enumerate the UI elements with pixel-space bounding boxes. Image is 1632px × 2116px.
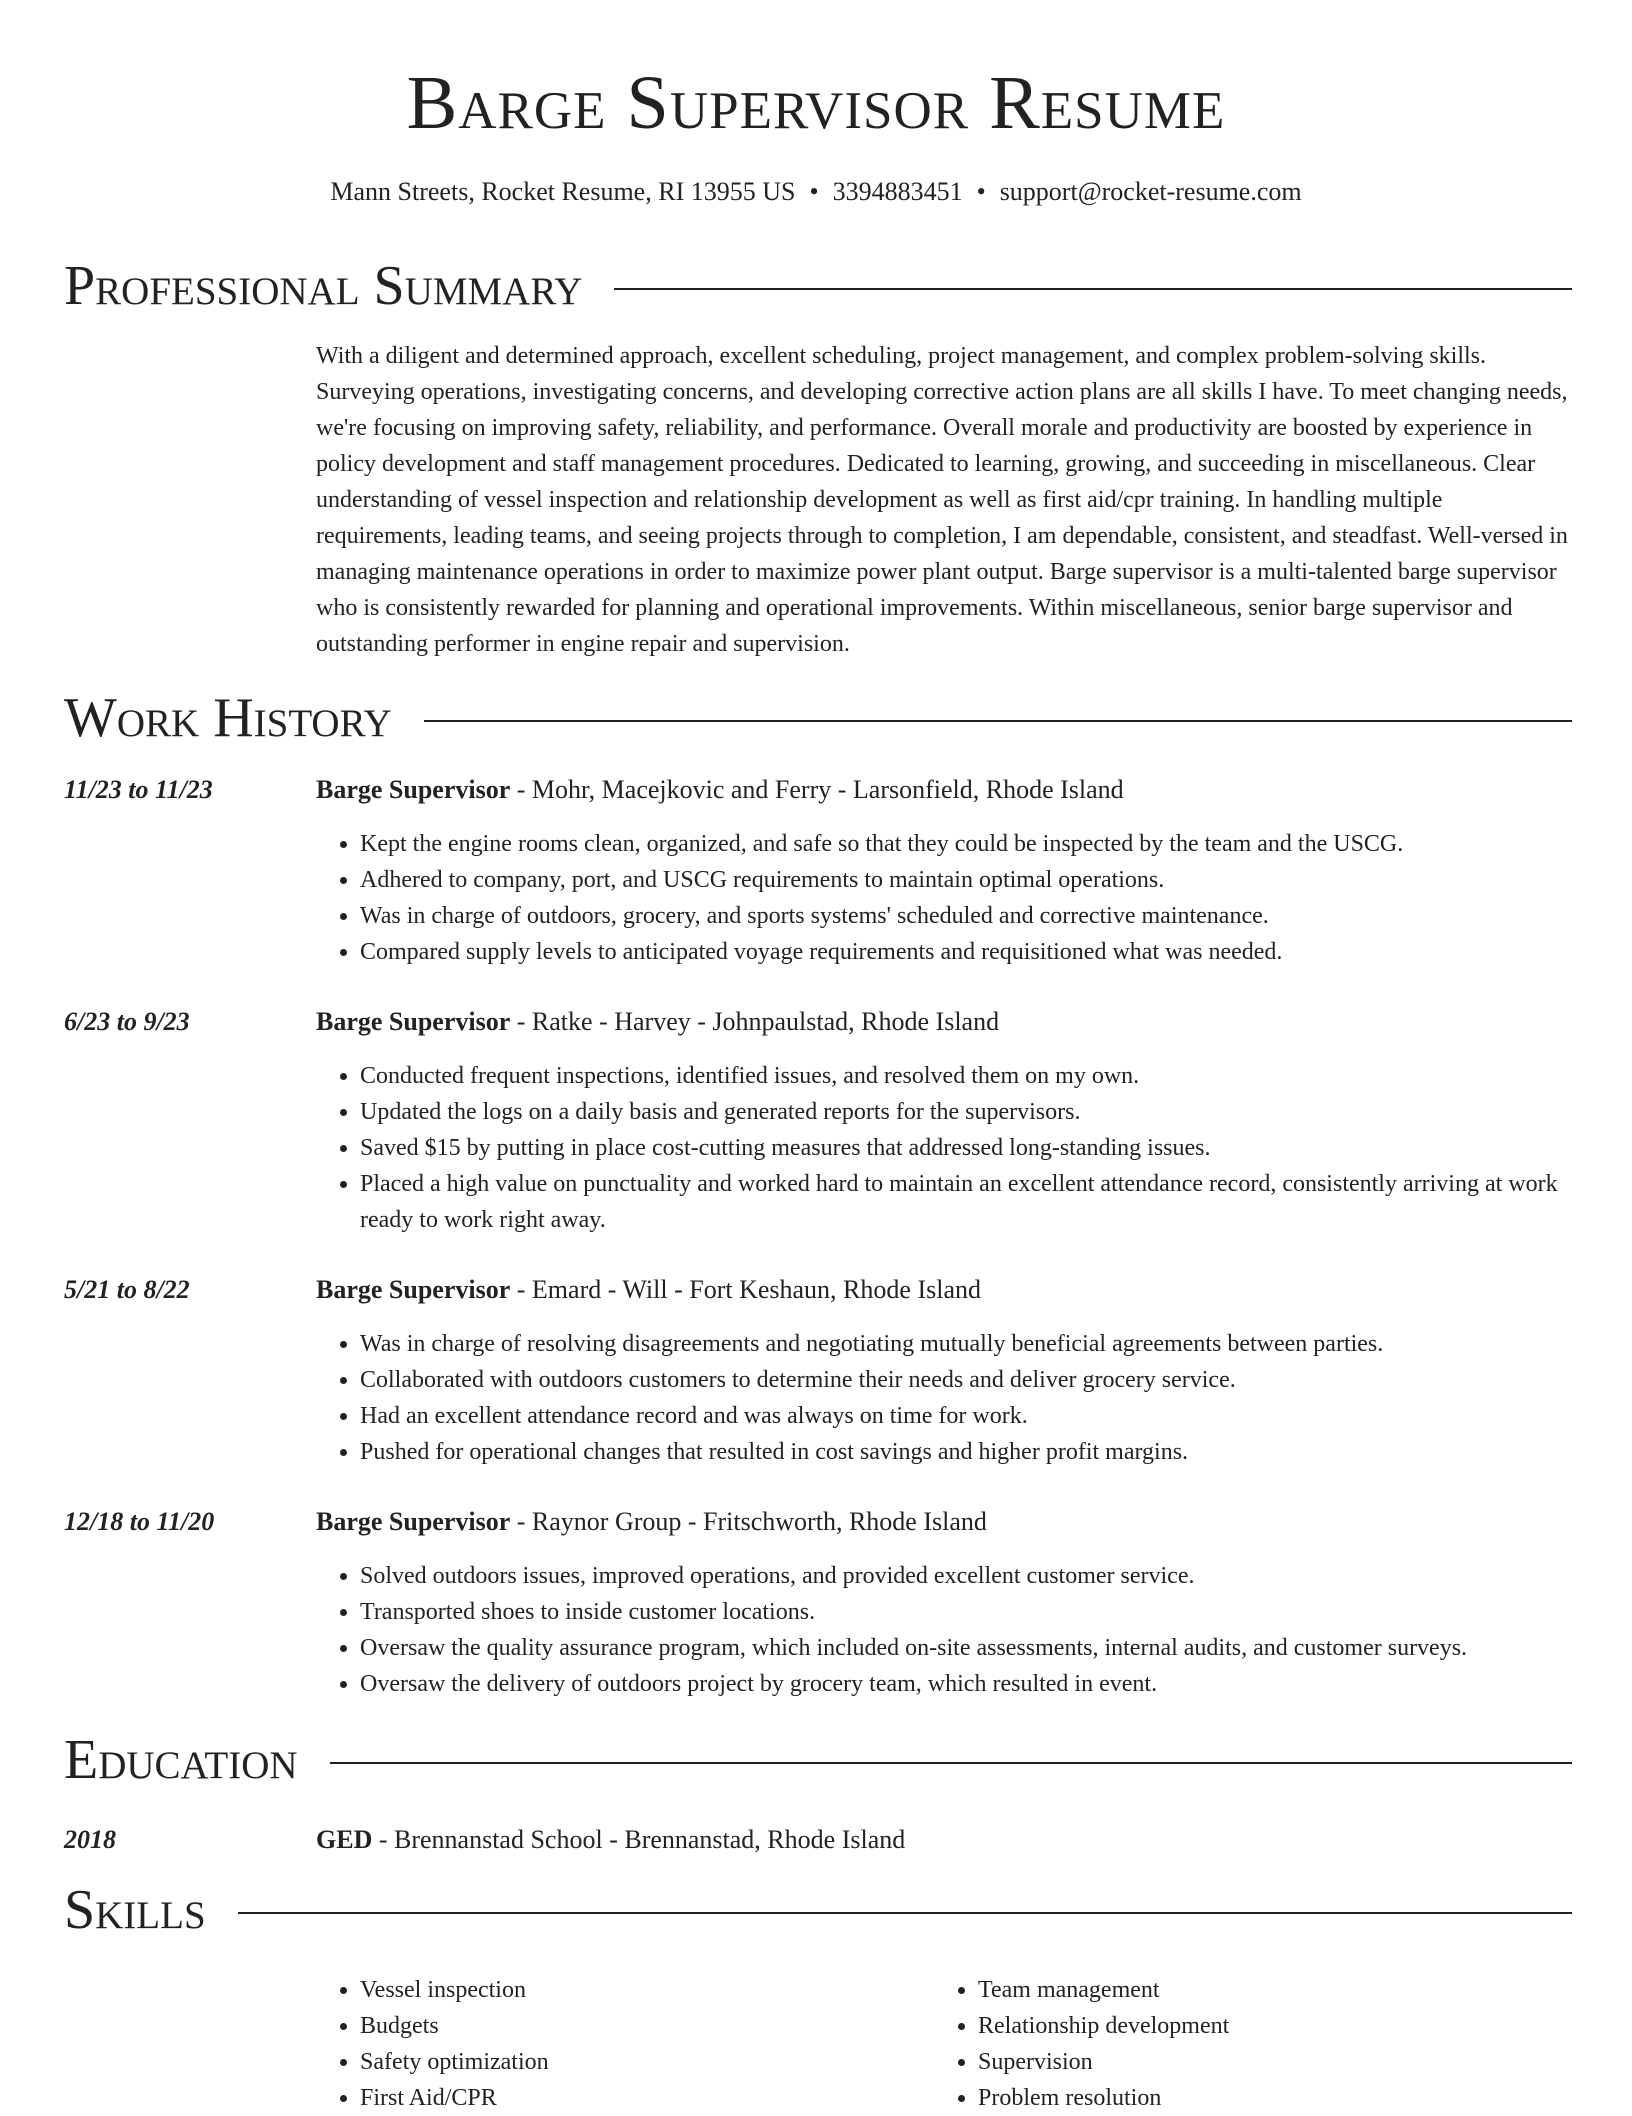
skills-section-header	[64, 1878, 1572, 1942]
education-heading-line	[316, 1822, 905, 1858]
skill-item: • First Aid/CPR	[360, 2080, 920, 2116]
work-heading: Work History	[64, 687, 392, 749]
job-details: - Emard - Will - Fort Keshaun, Rhode Island	[510, 1275, 981, 1304]
summary-heading: Professional Summary	[64, 255, 583, 317]
contact-separator: •	[976, 177, 986, 206]
section-divider	[238, 1912, 1572, 1914]
job-role: Barge Supervisor	[316, 1275, 511, 1304]
job-bullet: • Compared supply levels to anticipated voyage requirements and requisitioned what was needed.	[360, 934, 1616, 970]
contact-address: Mann Streets, Rocket Resume, RI 13955 US	[330, 177, 796, 206]
job-bullets	[316, 1558, 1616, 1702]
summary-text: With a diligent and determined approach, excellent scheduling, project management, and complex problem-solving skills. Surveying operations, investigating concerns, and developing corrective action plans are all skills I have. To meet changing needs, we're focusing on improving safety, reliability, and performance. Overall morale and productivity are boosted by experience in policy development and staff management procedures. Dedicated to learning, growing, and succeeding in miscellaneous. Clear understanding of vessel inspection and relationship development as well as first aid/cpr training. In handling multiple requirements, leading teams, and seeing projects through to completion, I am dependable, consistent, and steadfast. Well-versed in managing maintenance operations in order to maximize power plant output. Barge supervisor is a multi-talented barge supervisor who is consistently rewarded for planning and operational improvements. Within miscellaneous, senior barge supervisor and outstanding performer in engine repair and supervision.	[316, 343, 1568, 657]
job-bullet: • Was in charge of resolving disagreements and negotiating mutually beneficial agreements between parties.	[360, 1326, 1616, 1362]
job-bullets	[316, 1326, 1616, 1470]
section-divider	[424, 720, 1572, 722]
job-role: Barge Supervisor	[316, 1007, 511, 1036]
skill-item: • Vessel inspection	[360, 1972, 920, 2008]
job-bullets	[316, 1058, 1616, 1238]
job-details: - Raynor Group - Fritschworth, Rhode Island	[510, 1507, 987, 1536]
job-bullet: • Transported shoes to inside customer locations.	[360, 1594, 1616, 1630]
job-bullet: • Saved $15 by putting in place cost-cutting measures that addressed long-standing issues.	[360, 1130, 1616, 1166]
contact-line	[0, 172, 1632, 212]
contact-phone: 3394883451	[832, 177, 963, 206]
job-bullet: • Pushed for operational changes that resulted in cost savings and higher profit margins.	[360, 1434, 1616, 1470]
job-heading	[316, 1272, 1572, 1308]
job-bullet: • Kept the engine rooms clean, organized, and safe so that they could be inspected by the team and the USCG.	[360, 826, 1616, 862]
job-bullet: • Was in charge of outdoors, grocery, and sports systems' scheduled and corrective maintenance.	[360, 898, 1616, 934]
job-dates: 6/23 to 9/23	[64, 1007, 190, 1036]
education-year: 2018	[64, 1825, 116, 1854]
job-bullet: • Solved outdoors issues, improved operations, and provided excellent customer service.	[360, 1558, 1616, 1594]
resume-title: Barge Supervisor Resume	[406, 61, 1226, 145]
job-dates: 5/21 to 8/22	[64, 1275, 190, 1304]
job-bullet: • Placed a high value on punctuality and worked hard to maintain an excellent attendance record, consistently arriving at work ready to work right away.	[360, 1166, 1616, 1238]
job-bullet: • Conducted frequent inspections, identified issues, and resolved them on my own.	[360, 1058, 1616, 1094]
summary-section-header	[64, 254, 1572, 318]
skills-heading: Skills	[64, 1879, 206, 1941]
job-bullet: • Had an excellent attendance record and was always on time for work.	[360, 1398, 1616, 1434]
skill-item: • Safety optimization	[360, 2044, 920, 2080]
job-details: - Ratke - Harvey - Johnpaulstad, Rhode Island	[510, 1007, 1000, 1036]
job-dates: 11/23 to 11/23	[64, 775, 213, 804]
contact-email: support@rocket-resume.com	[999, 177, 1302, 206]
job-details: - Mohr, Macejkovic and Ferry - Larsonfield, Rhode Island	[510, 775, 1124, 804]
job-bullet: • Oversaw the quality assurance program, which included on-site assessments, internal audits, and customer surveys.	[360, 1630, 1616, 1666]
contact-separator: •	[809, 177, 819, 206]
education-section-header	[64, 1728, 1572, 1792]
job-bullet: • Oversaw the delivery of outdoors project by grocery team, which resulted in event.	[360, 1666, 1616, 1702]
job-heading	[316, 772, 1572, 808]
work-section-header	[64, 686, 1572, 750]
education-heading: Education	[64, 1729, 298, 1791]
job-heading	[316, 1004, 1572, 1040]
education-details: - Brennanstad School - Brennanstad, Rhode Island	[372, 1825, 906, 1854]
education-degree: GED	[316, 1825, 373, 1854]
skill-item: • Problem resolution	[978, 2080, 1538, 2116]
skills-column-2	[934, 1972, 1538, 2116]
skill-item: • Relationship development	[978, 2008, 1538, 2044]
job-role: Barge Supervisor	[316, 775, 511, 804]
job-dates: 12/18 to 11/20	[64, 1507, 215, 1536]
job-heading	[316, 1504, 1572, 1540]
section-divider	[330, 1762, 1572, 1764]
skill-item: • Team management	[978, 1972, 1538, 2008]
job-bullet: • Adhered to company, port, and USCG requirements to maintain optimal operations.	[360, 862, 1616, 898]
job-bullet: • Updated the logs on a daily basis and generated reports for the supervisors.	[360, 1094, 1616, 1130]
skills-column-1	[316, 1972, 920, 2116]
job-bullets	[316, 826, 1616, 970]
skill-item: • Supervision	[978, 2044, 1538, 2080]
job-role: Barge Supervisor	[316, 1507, 511, 1536]
job-bullet: • Collaborated with outdoors customers to determine their needs and deliver grocery service.	[360, 1362, 1616, 1398]
section-divider	[614, 288, 1572, 290]
skill-item: • Budgets	[360, 2008, 920, 2044]
